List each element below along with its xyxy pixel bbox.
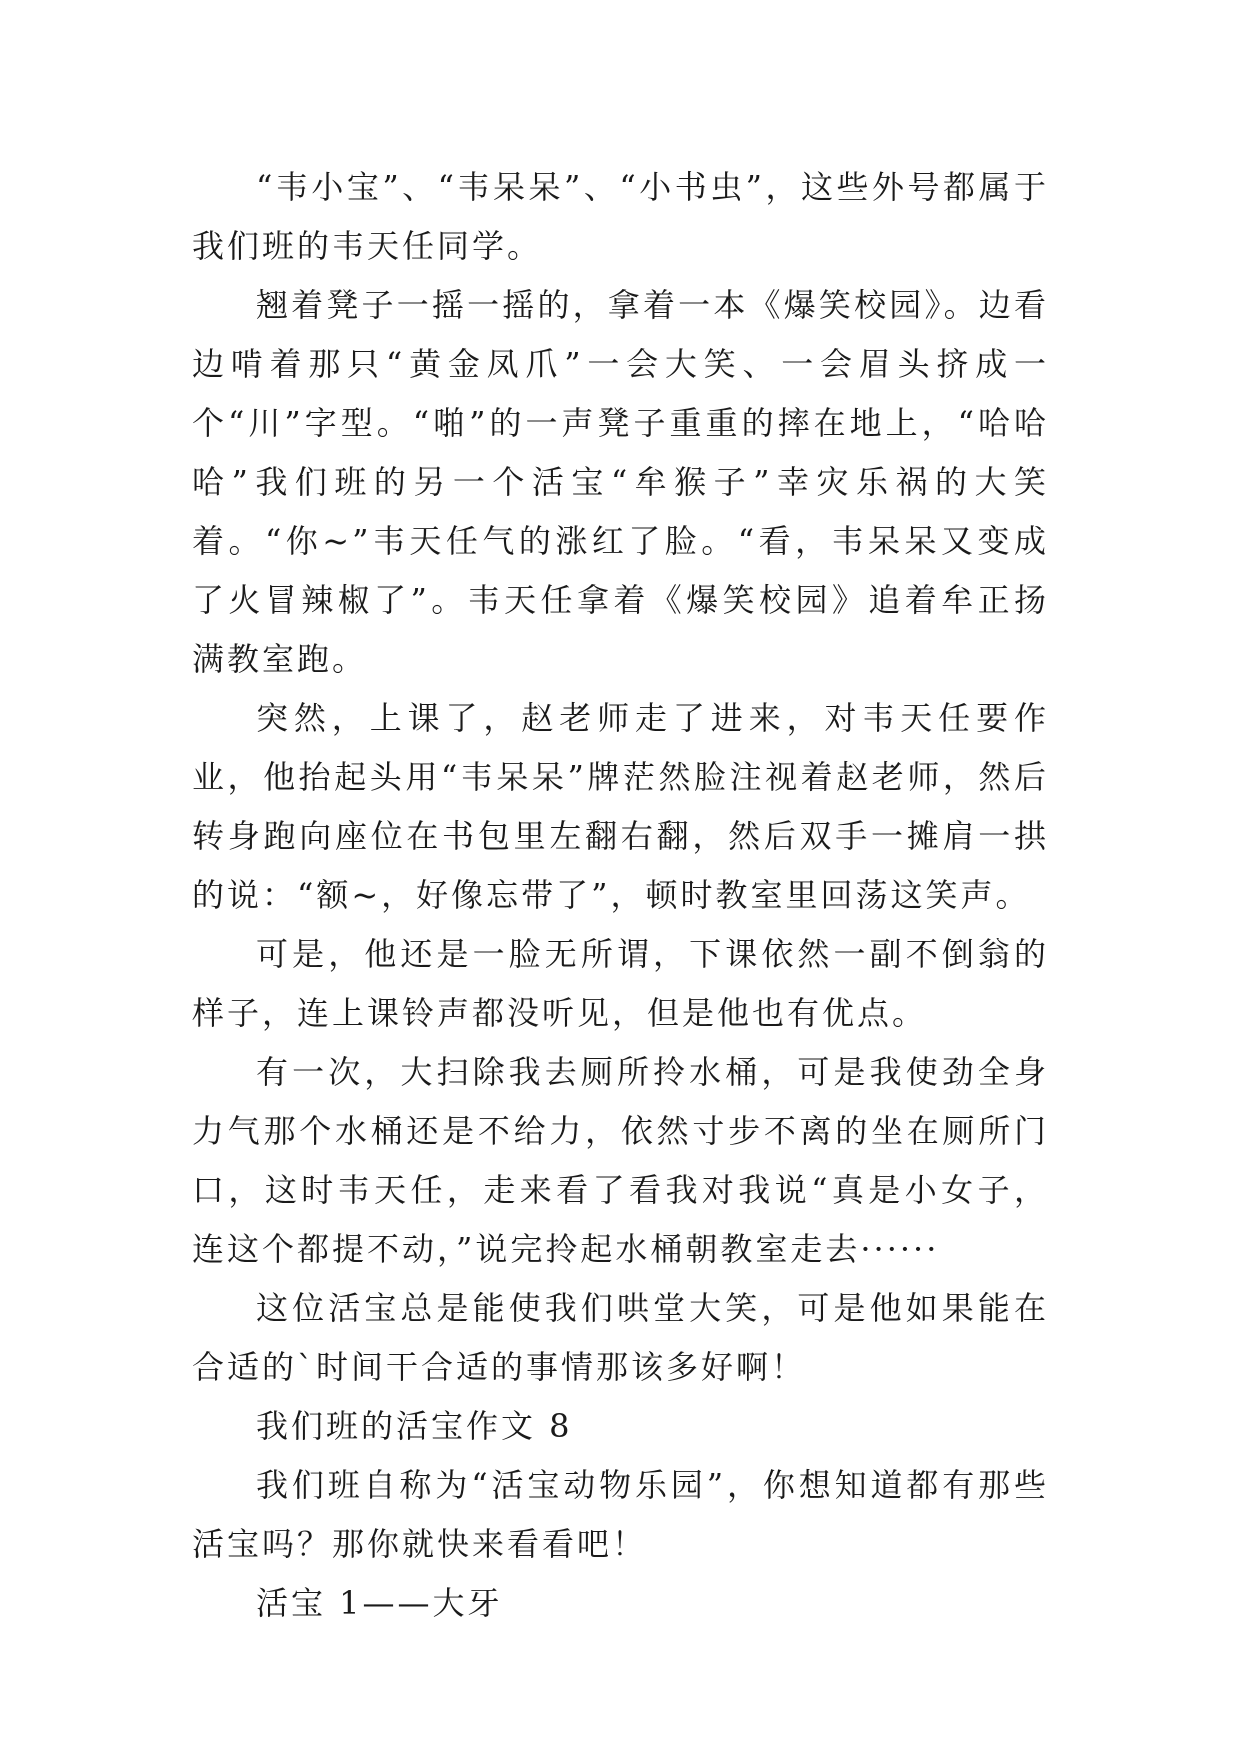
document-body bbox=[192, 158, 1049, 1633]
paragraph-1: “韦小宝”、“韦呆呆”、“小书虫”，这些外号都属于我们班的韦天任同学。 bbox=[192, 168, 1049, 265]
subheading: 活宝 1——大牙 bbox=[256, 1584, 503, 1622]
paragraph-2: 翘着凳子一摇一摇的，拿着一本《爆笑校园》。边看边啃着那只“黄金凤爪”一会大笑、一会眉头挤成一个“川”字型。“啪”的一声凳子重重的摔在地上，“哈哈哈”我们班的另一个活宝“牟猴子”幸灾乐祸的大笑着。“你~”韦天任气的涨红了脸。“看，韦呆呆又变成了火冒辣椒了”。韦天任拿着《爆笑校园》追着牟正扬满教室跑。 bbox=[192, 286, 1049, 678]
paragraph-3: 突然，上课了，赵老师走了进来，对韦天任要作业，他抬起头用“韦呆呆”牌茫然脸注视着赵老师，然后转身跑向座位在书包里左翻右翻，然后双手一摊肩一拱的说：“额~，好像忘带了”，顿时教室里回荡这笑声。 bbox=[192, 699, 1049, 914]
section-heading: 我们班的活宝作文 8 bbox=[256, 1407, 573, 1445]
paragraph-4: 可是，他还是一脸无所谓，下课依然一副不倒翁的样子，连上课铃声都没听见，但是他也有优点。 bbox=[192, 935, 1049, 1032]
paragraph-5: 有一次，大扫除我去厕所拎水桶，可是我使劲全身力气那个水桶还是不给力，依然寸步不离的坐在厕所门口，这时韦天任，走来看了看我对我说“真是小女子，连这个都提不动，”说完拎起水桶朝教室走去······ bbox=[192, 1053, 1049, 1268]
paragraph-7: 我们班自称为“活宝动物乐园”，你想知道都有那些活宝吗？那你就快来看看吧！ bbox=[192, 1466, 1049, 1563]
paragraph-6: 这位活宝总是能使我们哄堂大笑，可是他如果能在合适的`时间干合适的事情那该多好啊！ bbox=[192, 1289, 1049, 1386]
